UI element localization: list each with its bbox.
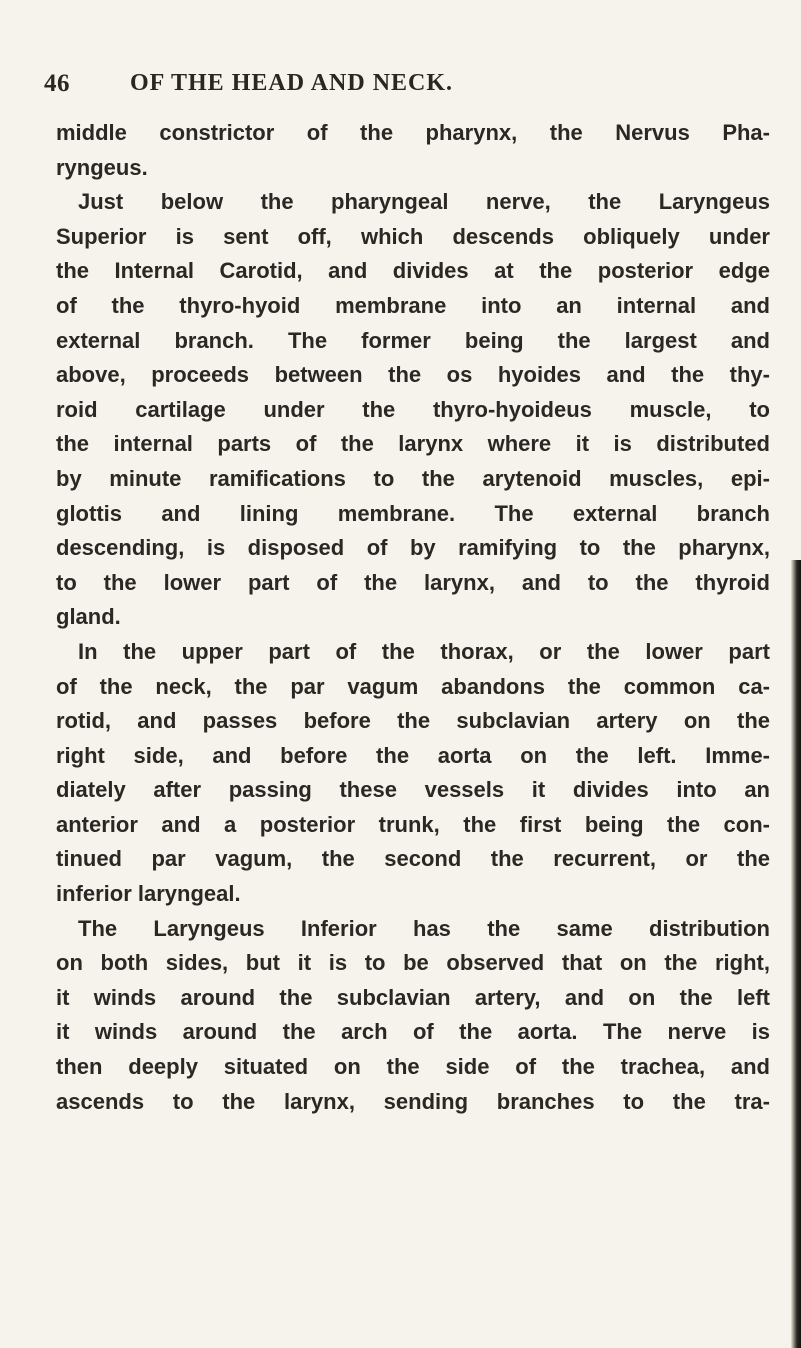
page-header — [44, 60, 684, 100]
text-line: Superior is sent off, which descends obliquely under — [56, 223, 770, 249]
text-line: descending, is disposed of by ramifying to the pharynx, — [56, 535, 770, 561]
text-line: inferior laryngeal. — [56, 881, 241, 907]
text-line: ryngeus. — [56, 154, 148, 180]
text-line: of the thyro-hyoid membrane into an internal and — [56, 292, 770, 318]
text-line: tinued par vagum, the second the recurrent, or the — [56, 846, 770, 872]
text-line: of the neck, the par vagum abandons the common ca- — [56, 673, 770, 699]
text-line: ascends to the larynx, sending branches to the tra- — [56, 1088, 770, 1114]
body-text — [56, 116, 770, 1119]
text-line: then deeply situated on the side of the trachea, and — [56, 1054, 770, 1080]
page-edge-shadow — [791, 560, 801, 1348]
text-line: the Internal Carotid, and divides at the posterior edge — [56, 258, 770, 284]
text-line: gland. — [56, 604, 121, 630]
text-line: on both sides, but it is to be observed that on the right, — [56, 950, 770, 976]
text-line: The Laryngeus Inferior has the same distribution — [78, 915, 770, 941]
text-line: by minute ramifications to the arytenoid muscles, epi- — [56, 465, 770, 491]
page-number: 46 — [44, 70, 70, 97]
text-line: it winds around the arch of the aorta. The nerve is — [56, 1019, 770, 1045]
text-line: the internal parts of the larynx where it is distributed — [56, 431, 770, 457]
text-line: In the upper part of the thorax, or the lower part — [78, 638, 770, 664]
text-line: it winds around the subclavian artery, and on the left — [56, 984, 770, 1010]
paragraph — [56, 912, 770, 1120]
paragraph — [56, 116, 770, 185]
text-line: glottis and lining membrane. The external branch — [56, 500, 770, 526]
text-line: anterior and a posterior trunk, the first being the con- — [56, 811, 770, 837]
running-title: OF THE HEAD AND NECK. — [130, 70, 454, 96]
text-line: rotid, and passes before the subclavian artery on the — [56, 708, 770, 734]
text-line: external branch. The former being the largest and — [56, 327, 770, 353]
text-line: diately after passing these vessels it divides into an — [56, 777, 770, 803]
paragraph — [56, 185, 770, 635]
text-line: middle constrictor of the pharynx, the Nervus Pha- — [56, 120, 770, 145]
text-line: to the lower part of the larynx, and to the thyroid — [56, 569, 770, 595]
text-line: Just below the pharyngeal nerve, the Laryngeus — [78, 189, 770, 215]
text-line: above, proceeds between the os hyoides and the thy- — [56, 362, 770, 388]
text-line: right side, and before the aorta on the left. Imme- — [56, 742, 770, 768]
text-line: roid cartilage under the thyro-hyoideus muscle, to — [56, 396, 770, 422]
paragraph — [56, 635, 770, 912]
